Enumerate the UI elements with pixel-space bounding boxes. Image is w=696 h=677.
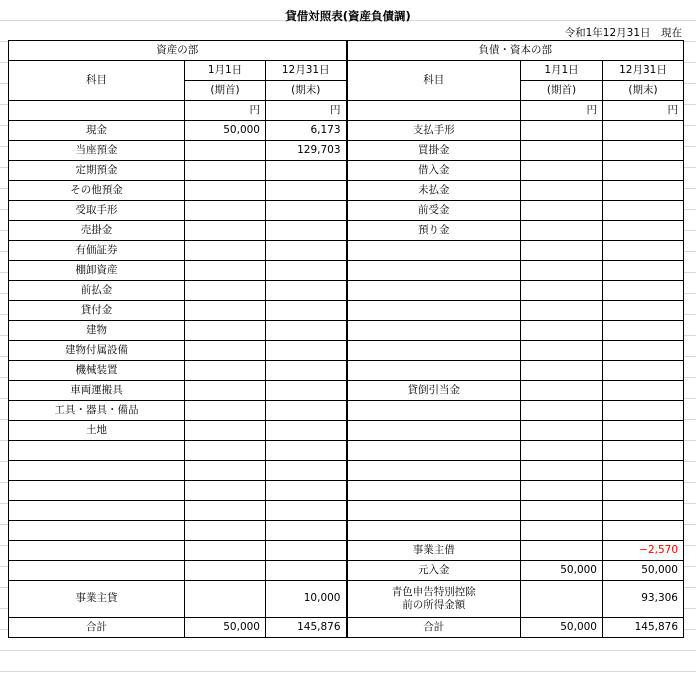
asset-start-value [185, 301, 266, 321]
assets-dec31-header: 12月31日 [266, 61, 347, 81]
liability-end-value [603, 361, 684, 381]
owner-draw-end: 10,000 [266, 581, 347, 618]
asset-item-name [9, 521, 185, 541]
asset-item-name: 受取手形 [9, 201, 185, 221]
liability-item-name [347, 261, 521, 281]
liability-start-value [521, 261, 603, 281]
table-row [9, 381, 684, 401]
asset-start-value [185, 161, 266, 181]
liabilities-section-header: 負債・資本の部 [347, 41, 684, 61]
liability-item-name [347, 461, 521, 481]
liability-end-value: −2,570 [603, 541, 684, 561]
asset-end-value [266, 461, 347, 481]
asset-start-value [185, 361, 266, 381]
assets-jan1-header: 1月1日 [185, 61, 266, 81]
asset-end-value [266, 501, 347, 521]
liability-item-name [347, 301, 521, 321]
yen-unit: 円 [603, 101, 684, 121]
asset-item-name: 前払金 [9, 281, 185, 301]
liability-start-value [521, 161, 603, 181]
asset-start-value: 50,000 [185, 121, 266, 141]
liability-item-name [347, 241, 521, 261]
liability-item-name: 前受金 [347, 201, 521, 221]
blue-return-line1: 青色申告特別控除 [391, 585, 476, 598]
owner-draw-start [185, 581, 266, 618]
yen-unit: 円 [521, 101, 603, 121]
liability-item-name [347, 361, 521, 381]
table-row [9, 161, 684, 181]
asset-item-name: 棚卸資産 [9, 261, 185, 281]
liability-item-name [347, 341, 521, 361]
liability-end-value [603, 441, 684, 461]
liab-total-end: 145,876 [603, 618, 684, 638]
asset-start-value [185, 441, 266, 461]
liability-item-name [347, 521, 521, 541]
liability-end-value [603, 281, 684, 301]
asset-item-name: 建物 [9, 321, 185, 341]
table-row [9, 261, 684, 281]
asset-item-name [9, 561, 185, 581]
table-row [9, 441, 684, 461]
liability-start-value [521, 321, 603, 341]
liability-start-value [521, 541, 603, 561]
liab-total-label: 合計 [347, 618, 521, 638]
table-row [9, 481, 684, 501]
liability-end-value [603, 401, 684, 421]
table-row [9, 461, 684, 481]
blue-return-line2: 前の所得金額 [402, 599, 466, 611]
assets-item-header: 科目 [9, 61, 185, 101]
blue-return-income-label [347, 581, 521, 618]
liability-item-name [347, 401, 521, 421]
table-row [9, 201, 684, 221]
asset-end-value: 129,703 [266, 141, 347, 161]
asset-end-value [266, 421, 347, 441]
asset-item-name [9, 441, 185, 461]
asset-start-value [185, 141, 266, 161]
liability-end-value [603, 241, 684, 261]
liability-item-name: 買掛金 [347, 141, 521, 161]
liability-start-value [521, 381, 603, 401]
asset-end-value [266, 481, 347, 501]
liability-end-value [603, 161, 684, 181]
balance-sheet-table [8, 40, 684, 638]
asset-end-value [266, 561, 347, 581]
liability-start-value [521, 241, 603, 261]
liability-end-value [603, 181, 684, 201]
asset-end-value [266, 441, 347, 461]
owner-draw-label: 事業主貸 [9, 581, 185, 618]
liability-item-name: 支払手形 [347, 121, 521, 141]
asset-start-value [185, 401, 266, 421]
liab-period-start: (期首) [521, 81, 603, 101]
liability-item-name: 未払金 [347, 181, 521, 201]
asset-end-value [266, 221, 347, 241]
blue-return-income-end: 93,306 [603, 581, 684, 618]
asset-item-name: 車両運搬具 [9, 381, 185, 401]
asset-start-value [185, 561, 266, 581]
table-row [9, 281, 684, 301]
asset-start-value [185, 481, 266, 501]
liability-start-value: 50,000 [521, 561, 603, 581]
liability-start-value [521, 461, 603, 481]
asset-end-value [266, 301, 347, 321]
liability-start-value [521, 201, 603, 221]
asset-item-name: 機械装置 [9, 361, 185, 381]
table-row [9, 361, 684, 381]
asset-start-value [185, 181, 266, 201]
asset-end-value [266, 261, 347, 281]
liability-item-name [347, 501, 521, 521]
table-row [9, 561, 684, 581]
liability-end-value [603, 421, 684, 441]
table-row [9, 141, 684, 161]
liability-end-value [603, 461, 684, 481]
liability-start-value [521, 401, 603, 421]
asset-item-name [9, 461, 185, 481]
asset-item-name: 売掛金 [9, 221, 185, 241]
table-row [9, 541, 684, 561]
table-row [9, 501, 684, 521]
liability-item-name: 事業主借 [347, 541, 521, 561]
liability-item-name [347, 481, 521, 501]
liability-start-value [521, 221, 603, 241]
liability-end-value [603, 341, 684, 361]
asset-item-name [9, 481, 185, 501]
assets-period-start: (期首) [185, 81, 266, 101]
liability-end-value [603, 201, 684, 221]
liability-end-value [603, 521, 684, 541]
liab-period-end: (期末) [603, 81, 684, 101]
asset-end-value [266, 541, 347, 561]
liab-dec31-header: 12月31日 [603, 61, 684, 81]
liability-start-value [521, 481, 603, 501]
yen-unit: 円 [266, 101, 347, 121]
table-row [9, 341, 684, 361]
asset-item-name: 土地 [9, 421, 185, 441]
liability-item-name: 貸倒引当金 [347, 381, 521, 401]
asset-item-name: 建物付属設備 [9, 341, 185, 361]
liability-item-name: 借入金 [347, 161, 521, 181]
asset-item-name: 定期預金 [9, 161, 185, 181]
liability-end-value [603, 121, 684, 141]
liability-start-value [521, 301, 603, 321]
asset-item-name: 有価証券 [9, 241, 185, 261]
liability-end-value [603, 301, 684, 321]
table-row [9, 121, 684, 141]
liability-item-name: 元入金 [347, 561, 521, 581]
assets-period-end: (期末) [266, 81, 347, 101]
asset-end-value [266, 181, 347, 201]
asset-item-name [9, 501, 185, 521]
liability-start-value [521, 441, 603, 461]
blue-return-income-start [521, 581, 603, 618]
asset-start-value [185, 521, 266, 541]
liability-end-value [603, 141, 684, 161]
liability-item-name: 預り金 [347, 221, 521, 241]
liab-item-header: 科目 [347, 61, 521, 101]
asset-start-value [185, 341, 266, 361]
table-row [9, 321, 684, 341]
liability-item-name [347, 441, 521, 461]
liability-end-value [603, 381, 684, 401]
liability-item-name [347, 321, 521, 341]
asset-start-value [185, 541, 266, 561]
asset-item-name: 現金 [9, 121, 185, 141]
asset-item-name: 貸付金 [9, 301, 185, 321]
table-row [9, 401, 684, 421]
liability-end-value [603, 321, 684, 341]
asset-end-value [266, 321, 347, 341]
assets-total-start: 50,000 [185, 618, 266, 638]
table-row [9, 421, 684, 441]
sheet-title: 貸借対照表(資産負債調) [285, 9, 411, 23]
asset-end-value: 6,173 [266, 121, 347, 141]
asset-start-value [185, 281, 266, 301]
asset-item-name: 当座預金 [9, 141, 185, 161]
liability-start-value [521, 421, 603, 441]
liability-start-value [521, 521, 603, 541]
asset-end-value [266, 401, 347, 421]
asset-start-value [185, 461, 266, 481]
asset-end-value [266, 341, 347, 361]
table-row [9, 241, 684, 261]
unit-blank [9, 101, 185, 121]
liability-end-value [603, 501, 684, 521]
table-row [9, 521, 684, 541]
asset-end-value [266, 281, 347, 301]
liability-start-value [521, 341, 603, 361]
asset-item-name: 工具・器具・備品 [9, 401, 185, 421]
table-row [9, 181, 684, 201]
liability-end-value [603, 221, 684, 241]
asset-start-value [185, 501, 266, 521]
asset-end-value [266, 201, 347, 221]
assets-section-header: 資産の部 [9, 41, 347, 61]
liability-start-value [521, 361, 603, 381]
liability-start-value [521, 501, 603, 521]
liability-item-name [347, 281, 521, 301]
asset-start-value [185, 221, 266, 241]
unit-blank [347, 101, 521, 121]
asset-item-name: その他預金 [9, 181, 185, 201]
liability-end-value [603, 261, 684, 281]
asset-start-value [185, 261, 266, 281]
as-of-date: 令和1年12月31日 現在 [564, 27, 682, 39]
asset-start-value [185, 381, 266, 401]
liability-end-value [603, 481, 684, 501]
liability-start-value [521, 141, 603, 161]
asset-end-value [266, 241, 347, 261]
liability-end-value: 50,000 [603, 561, 684, 581]
liability-start-value [521, 281, 603, 301]
assets-total-end: 145,876 [266, 618, 347, 638]
liab-jan1-header: 1月1日 [521, 61, 603, 81]
table-row [9, 221, 684, 241]
asset-end-value [266, 381, 347, 401]
assets-total-label: 合計 [9, 618, 185, 638]
asset-start-value [185, 321, 266, 341]
liability-item-name [347, 421, 521, 441]
asset-start-value [185, 241, 266, 261]
asset-start-value [185, 201, 266, 221]
asset-end-value [266, 161, 347, 181]
liab-total-start: 50,000 [521, 618, 603, 638]
asset-end-value [266, 361, 347, 381]
asset-item-name [9, 541, 185, 561]
asset-start-value [185, 421, 266, 441]
table-row [9, 301, 684, 321]
asset-end-value [266, 521, 347, 541]
yen-unit: 円 [185, 101, 266, 121]
liability-start-value [521, 181, 603, 201]
liability-start-value [521, 121, 603, 141]
